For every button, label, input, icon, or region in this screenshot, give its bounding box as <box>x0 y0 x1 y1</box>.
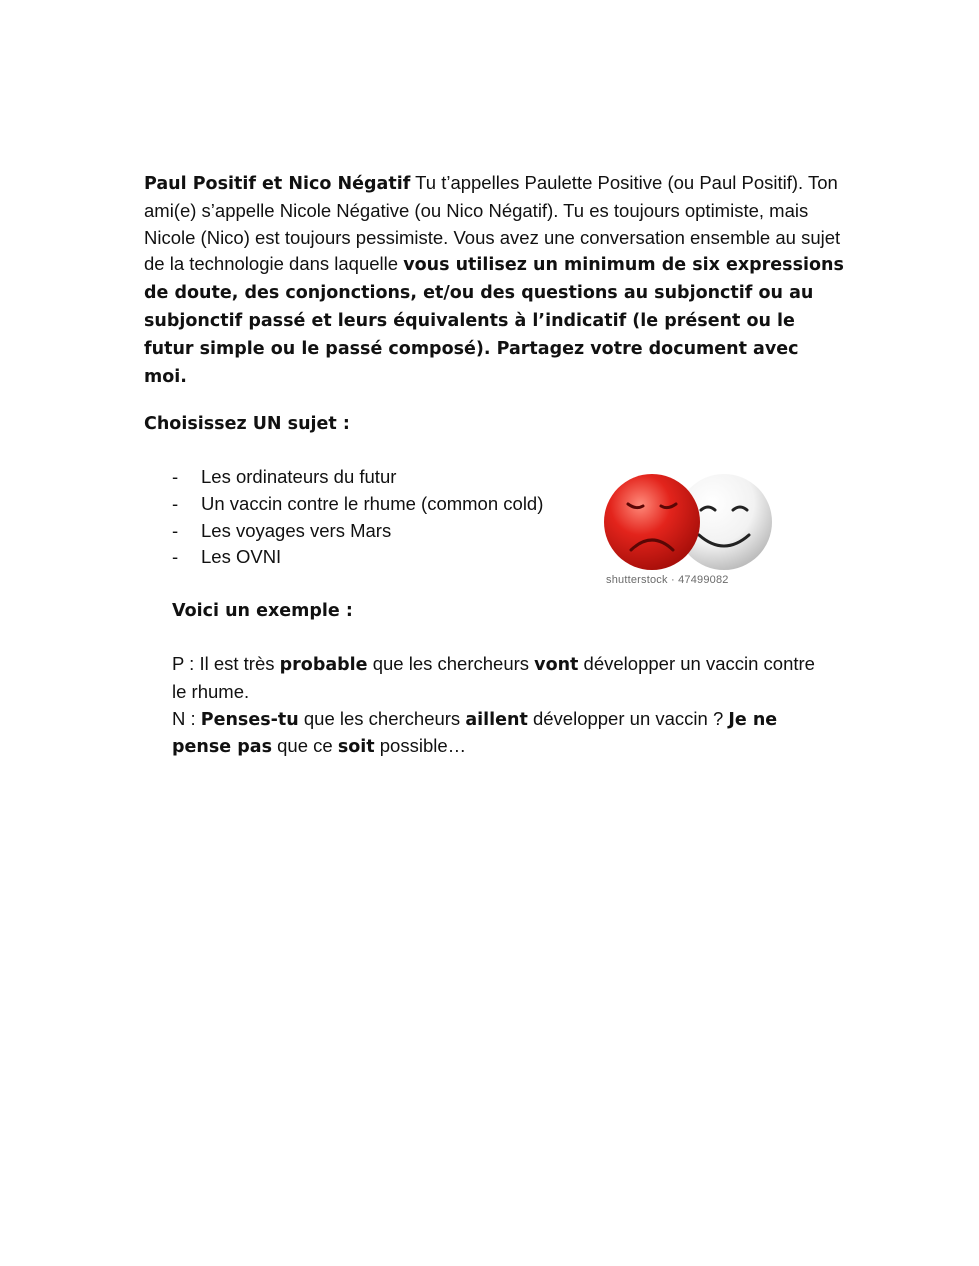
sad-face-icon <box>604 474 700 570</box>
dialogue-emphasis: aillent <box>465 709 528 730</box>
assignment-title: Paul Positif et Nico Négatif <box>144 174 411 194</box>
list-dash: - <box>172 466 179 487</box>
dialogue-line-positive <box>172 651 822 706</box>
dialogue-text: possible… <box>374 735 467 757</box>
smiley-faces-image <box>600 470 778 594</box>
list-item <box>172 464 543 491</box>
topic-label: Les ordinateurs du futur <box>201 466 397 487</box>
dialogue-text: que ce <box>271 735 338 757</box>
dialogue-text: que les chercheurs <box>298 707 466 729</box>
speaker-label: N : <box>172 707 201 729</box>
list-dash: - <box>172 492 179 514</box>
image-watermark: shutterstock · 47499082 <box>606 574 729 586</box>
topic-label: Les OVNI <box>201 546 282 568</box>
example-dialogue <box>172 651 822 761</box>
dialogue-emphasis: soit <box>337 737 375 758</box>
example-heading: Voici un exemple : <box>172 601 353 621</box>
assignment-instruction: vous utilisez un minimum de six expressions de doute, des conjonctions, et/ou des questions au subjonctif ou au subjonctif passé et leurs équivalents à l’indicatif (le présent ou le futur simple ou le passé composé). Partagez votre document avec moi. <box>144 255 844 387</box>
list-item <box>172 544 543 571</box>
list-dash: - <box>172 519 179 541</box>
topic-label: Un vaccin contre le rhume (common cold) <box>201 492 544 514</box>
topic-list <box>172 464 543 571</box>
dialogue-emphasis: Je ne pense pas <box>172 709 778 758</box>
dialogue-emphasis: probable <box>279 655 368 675</box>
dialogue-line-negative <box>172 706 822 762</box>
dialogue-emphasis: Penses-tu <box>200 709 299 730</box>
assignment-description: Tu t’appelles Paulette Positive (ou Paul Positif). Ton ami(e) s’appelle Nicole Négative (ou Nico Négatif). Tu es toujours optimiste, mais Nicole (Nico) est toujours pessimiste. Vous avez une conversation ensemble au sujet de la technologie dans laquelle <box>144 172 841 275</box>
assignment-paragraph <box>144 170 844 390</box>
choose-topic-heading: Choisissez UN sujet : <box>144 414 350 434</box>
dialogue-text: que les chercheurs <box>367 653 535 674</box>
dialogue-text: Il est très <box>199 653 280 674</box>
list-item <box>172 491 543 518</box>
faces-illustration <box>600 470 778 574</box>
speaker-label: P : <box>172 653 200 674</box>
topic-label: Les voyages vers Mars <box>201 519 392 541</box>
dialogue-emphasis: vont <box>534 655 579 675</box>
dialogue-text: développer un vaccin ? <box>527 707 729 729</box>
dialogue-text: développer un vaccin contre le rhume. <box>172 653 815 702</box>
list-item <box>172 518 543 545</box>
list-dash: - <box>172 546 179 568</box>
